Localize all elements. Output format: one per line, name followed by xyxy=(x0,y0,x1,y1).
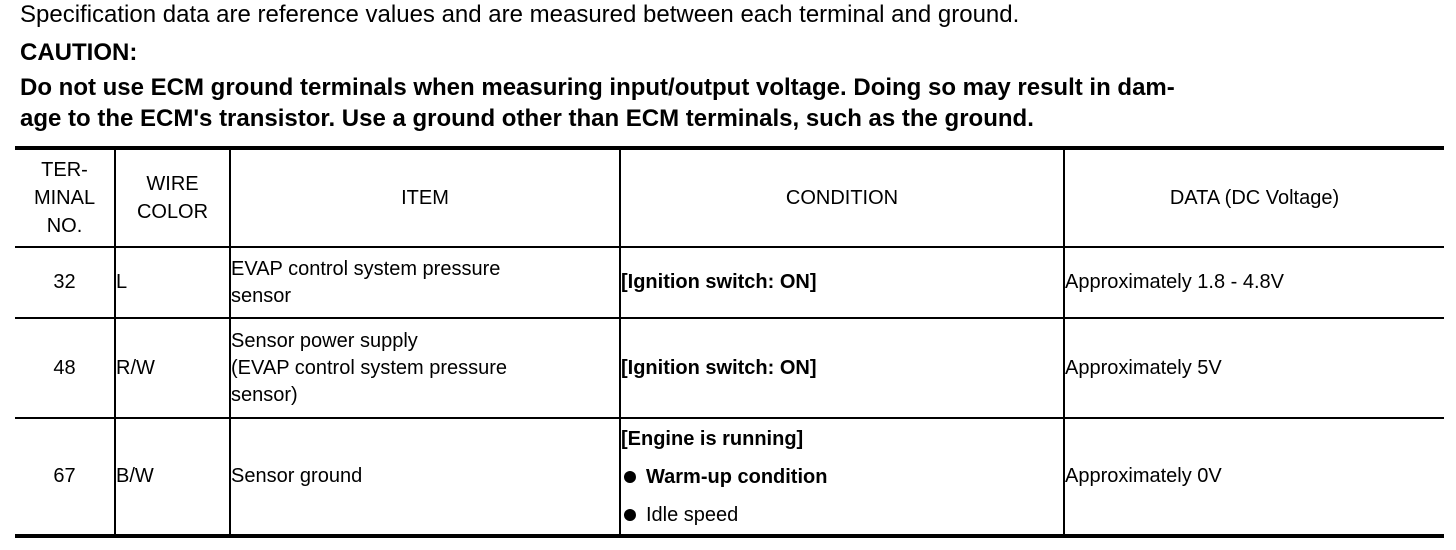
item-line: Sensor power supply xyxy=(231,329,418,352)
header-data: DATA (DC Voltage) xyxy=(1064,148,1444,247)
item-cell xyxy=(230,418,620,536)
caution-line: Do not use ECM ground terminals when measuring input/output voltage. Doing so may result in dam- xyxy=(20,74,1175,101)
data-cell: Approximately 0V xyxy=(1064,418,1444,536)
data-cell: Approximately 5V xyxy=(1064,318,1444,418)
header-terminal-line: MINAL xyxy=(33,187,96,209)
item-line: Sensor ground xyxy=(231,465,363,487)
condition-cell xyxy=(620,418,1064,536)
table-row xyxy=(15,247,1444,318)
terminal-cell: 67 xyxy=(15,418,115,536)
condition-heading: [Engine is running] xyxy=(621,427,804,450)
condition-cell: [Ignition switch: ON] xyxy=(620,318,1064,418)
bullet-icon xyxy=(624,471,636,483)
item-line: EVAP control system pressure xyxy=(231,257,501,280)
header-condition: CONDITION xyxy=(620,148,1064,247)
caution-text xyxy=(20,72,1440,134)
header-terminal-line: NO. xyxy=(46,215,83,237)
item-cell xyxy=(230,318,620,418)
header-item: ITEM xyxy=(230,148,620,247)
condition-bullet-text: Idle speed xyxy=(646,503,739,526)
intro-text: Specification data are reference values and are measured between each terminal and ground. xyxy=(20,1,1020,28)
caution-line: age to the ECM's transistor. Use a ground other than ECM terminals, such as the ground. xyxy=(20,105,1034,132)
bullet-icon xyxy=(624,509,636,521)
wire-color-cell: R/W xyxy=(115,318,230,418)
data-cell: Approximately 1.8 - 4.8V xyxy=(1064,247,1444,318)
condition-bullet-item xyxy=(621,496,1063,534)
header-wire-color xyxy=(115,148,230,247)
terminal-cell: 32 xyxy=(15,247,115,318)
item-line: sensor xyxy=(231,284,292,307)
header-terminal-line: TER- xyxy=(41,159,88,181)
header-wire-line: COLOR xyxy=(136,201,209,223)
terminal-spec-table xyxy=(15,146,1444,538)
table-row xyxy=(15,318,1444,418)
caution-title: CAUTION: xyxy=(20,39,138,66)
wire-color-cell: B/W xyxy=(115,418,230,536)
condition-cell: [Ignition switch: ON] xyxy=(620,247,1064,318)
wire-color-cell: L xyxy=(115,247,230,318)
item-line: sensor) xyxy=(231,383,298,406)
condition-bullet-text: Warm-up condition xyxy=(646,465,828,488)
table-header-row xyxy=(15,148,1444,247)
header-terminal-no xyxy=(15,148,115,247)
item-cell xyxy=(230,247,620,318)
item-line: (EVAP control system pressure xyxy=(231,356,508,379)
terminal-cell: 48 xyxy=(15,318,115,418)
table-row xyxy=(15,418,1444,536)
condition-bullet-item xyxy=(621,458,1063,496)
header-wire-line: WIRE xyxy=(146,173,199,195)
